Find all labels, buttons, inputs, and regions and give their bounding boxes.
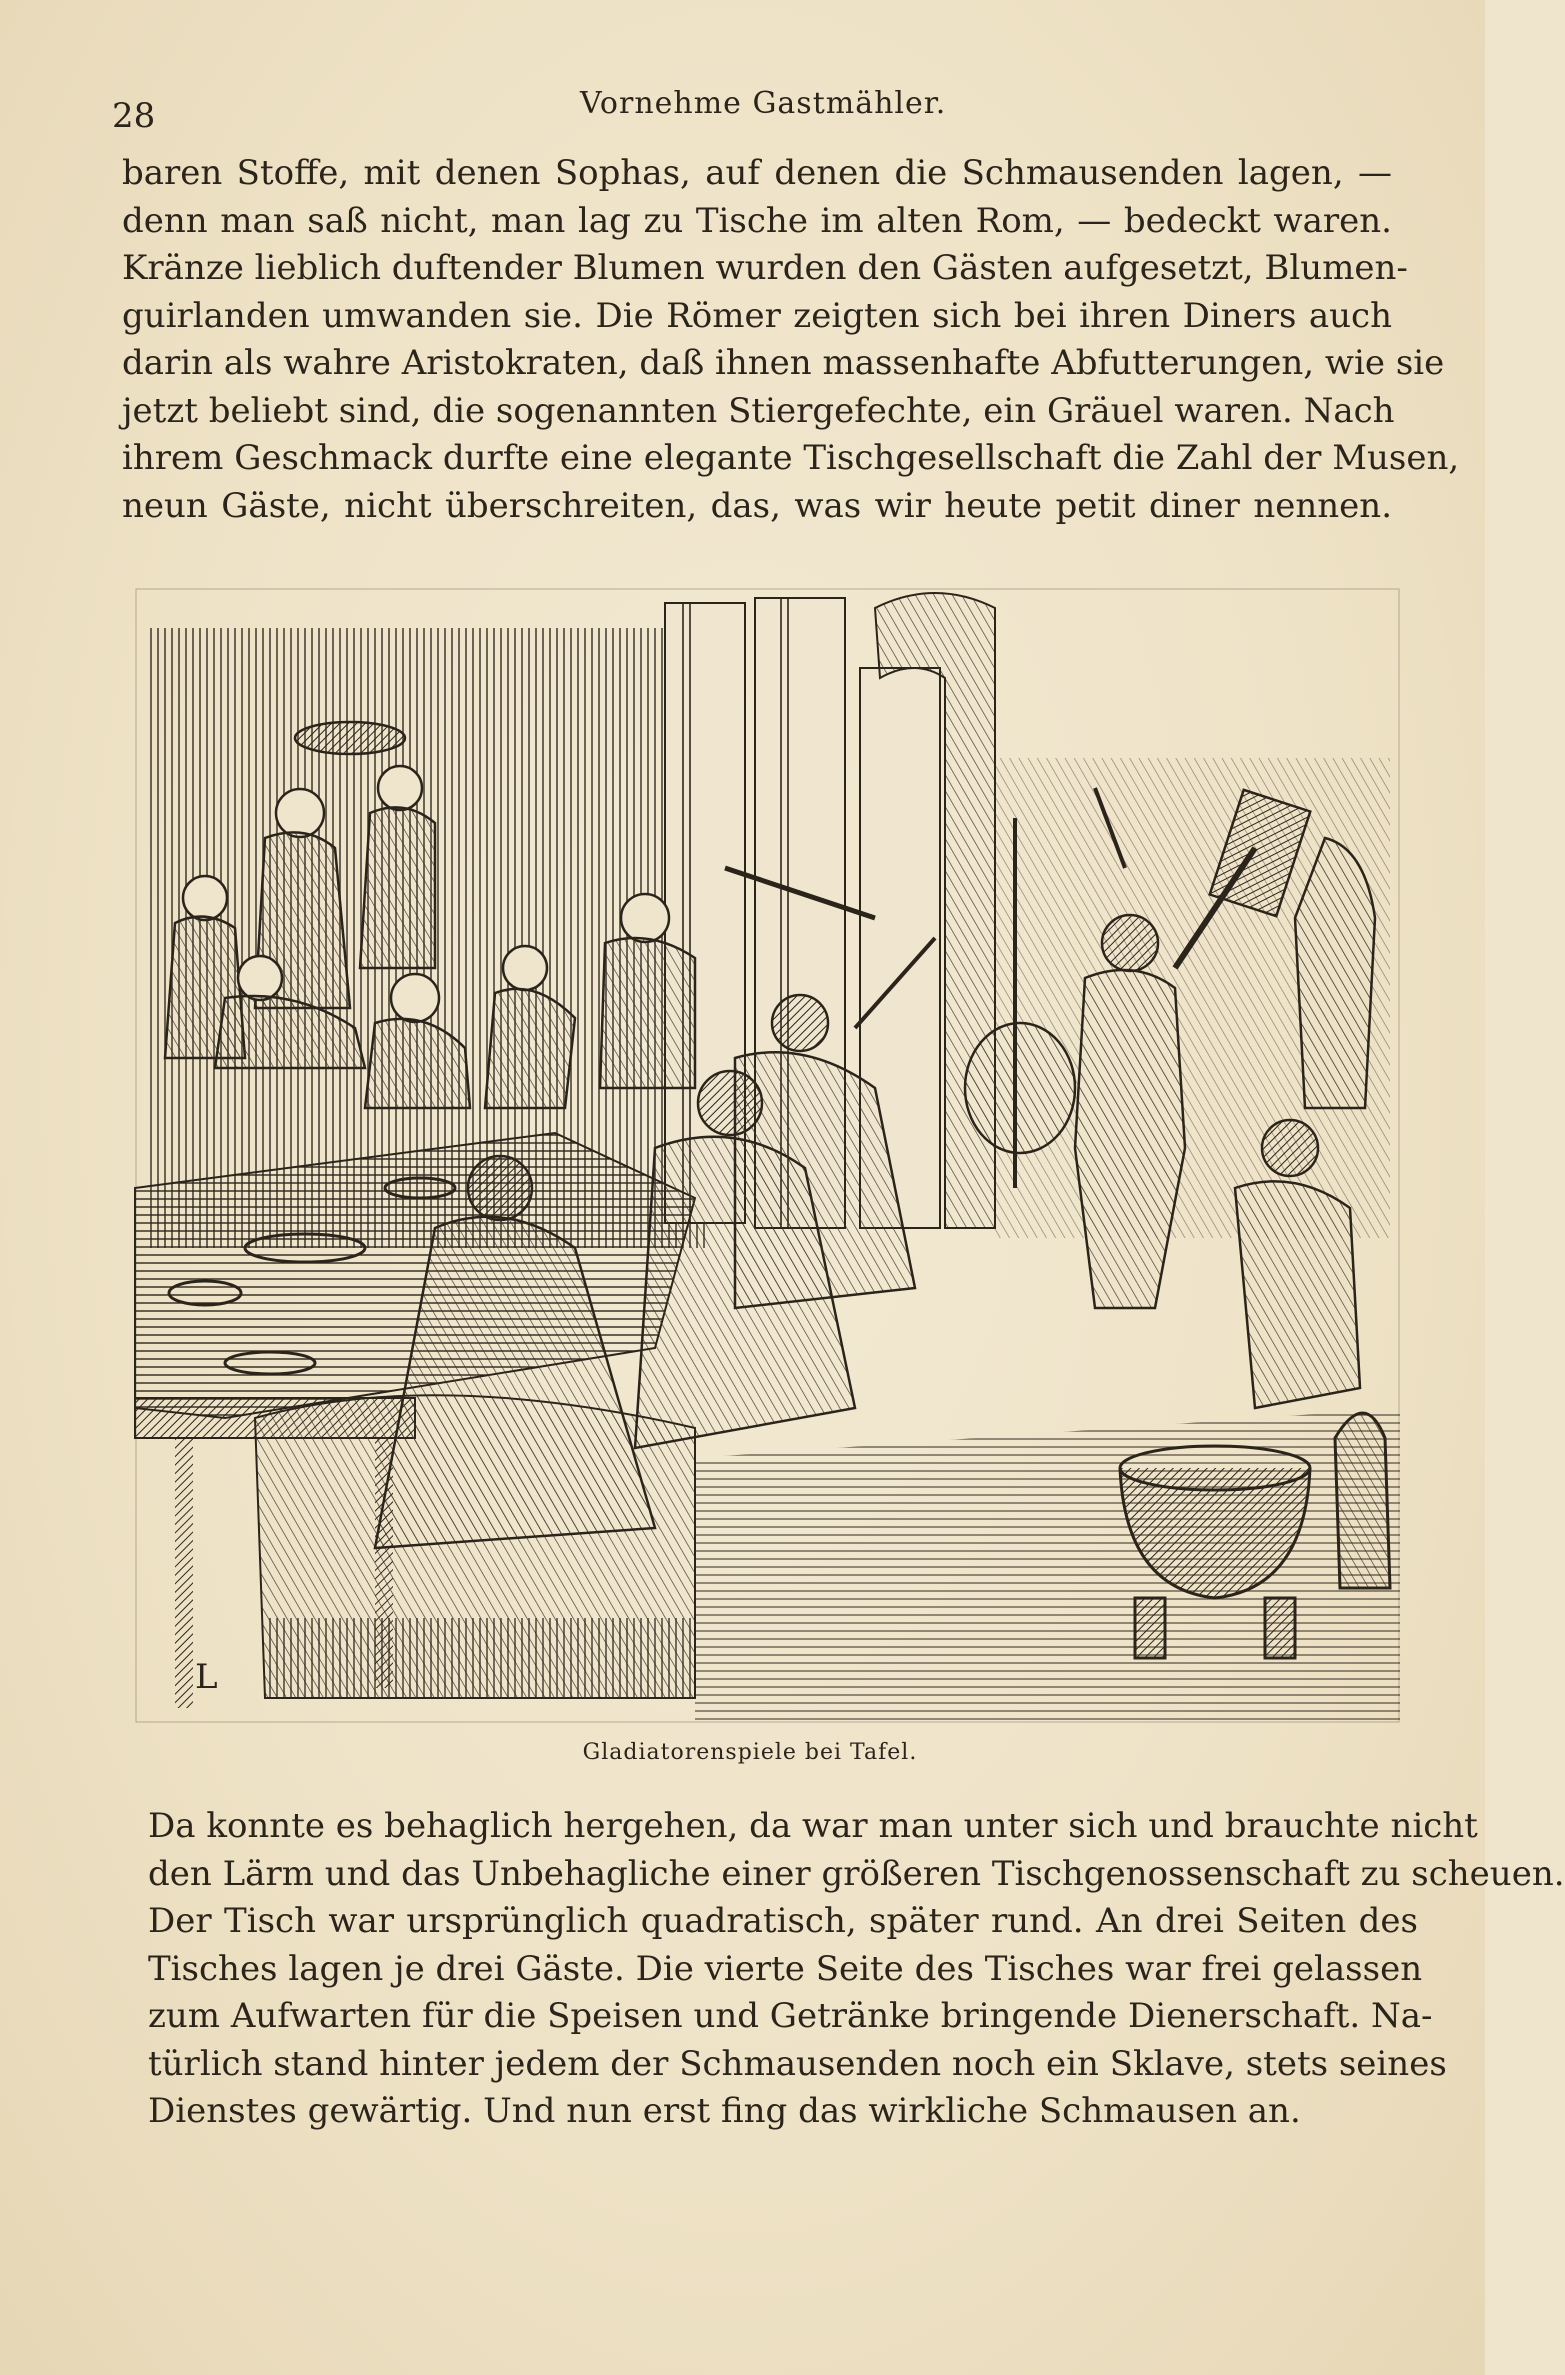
page-number: 28 — [112, 96, 156, 136]
illustration-caption: Gladiatorenspiele bei Tafel. — [582, 1740, 918, 1765]
round-shield — [965, 1023, 1075, 1153]
paragraph-bottom — [148, 1803, 1565, 2136]
text-line: neun Gäste, nicht überschreiten, das, was wir heute petit diner nennen. — [122, 485, 1392, 526]
text-line: guirlanden umwanden sie. Die Römer zeigten sich bei ihren Diners auch — [122, 295, 1392, 336]
text-line: Kränze lieblich duftender Blumen wurden den Gästen aufgesetzt, Blumen- — [122, 248, 1408, 288]
text-line: jetzt beliebt sind, die sogenannten Stiergefechte, ein Gräuel waren. Nach — [122, 390, 1395, 431]
artist-monogram: L — [195, 1657, 218, 1697]
text-line: türlich stand hinter jedem der Schmausenden noch ein Sklave, stets seines — [148, 2043, 1447, 2084]
text-line: Dienstes gewärtig. Und nun erst fing das wirkliche Schmausen an. — [148, 2091, 1301, 2131]
text-line: den Lärm und das Unbehagliche einer größeren Tischgenossenschaft zu scheuen. — [148, 1853, 1565, 1894]
paragraph-top — [122, 150, 1460, 530]
text-line: baren Stoffe, mit denen Sophas, auf denen die Schmausenden lagen, — — [122, 153, 1392, 193]
text-line: ihrem Geschmack durfte eine elegante Tischgesellschaft die Zahl der Musen, — [122, 438, 1460, 478]
text-line: Tisches lagen je drei Gäste. Die vierte Seite des Tisches war frei gelassen — [148, 1948, 1423, 1989]
amphora — [1335, 1413, 1390, 1588]
page-header — [110, 78, 1400, 138]
text-line: darin als wahre Aristokraten, daß ihnen massenhafte Abfutterungen, wie sie — [122, 343, 1445, 383]
text-line: denn man saß nicht, man lag zu Tische im alten Rom, — bedeckt waren. — [122, 200, 1392, 241]
running-title: Vornehme Gastmähler. — [580, 86, 947, 121]
engraving-illustration — [135, 588, 1400, 1723]
text-line: zum Aufwarten für die Speisen und Getränke bringende Dienerschaft. Na- — [148, 1996, 1433, 2036]
text-line: Der Tisch war ursprünglich quadratisch, später rund. An drei Seiten des — [148, 1901, 1418, 1941]
text-line: Da konnte es behaglich hergehen, da war man unter sich und brauchte nicht — [148, 1806, 1478, 1846]
